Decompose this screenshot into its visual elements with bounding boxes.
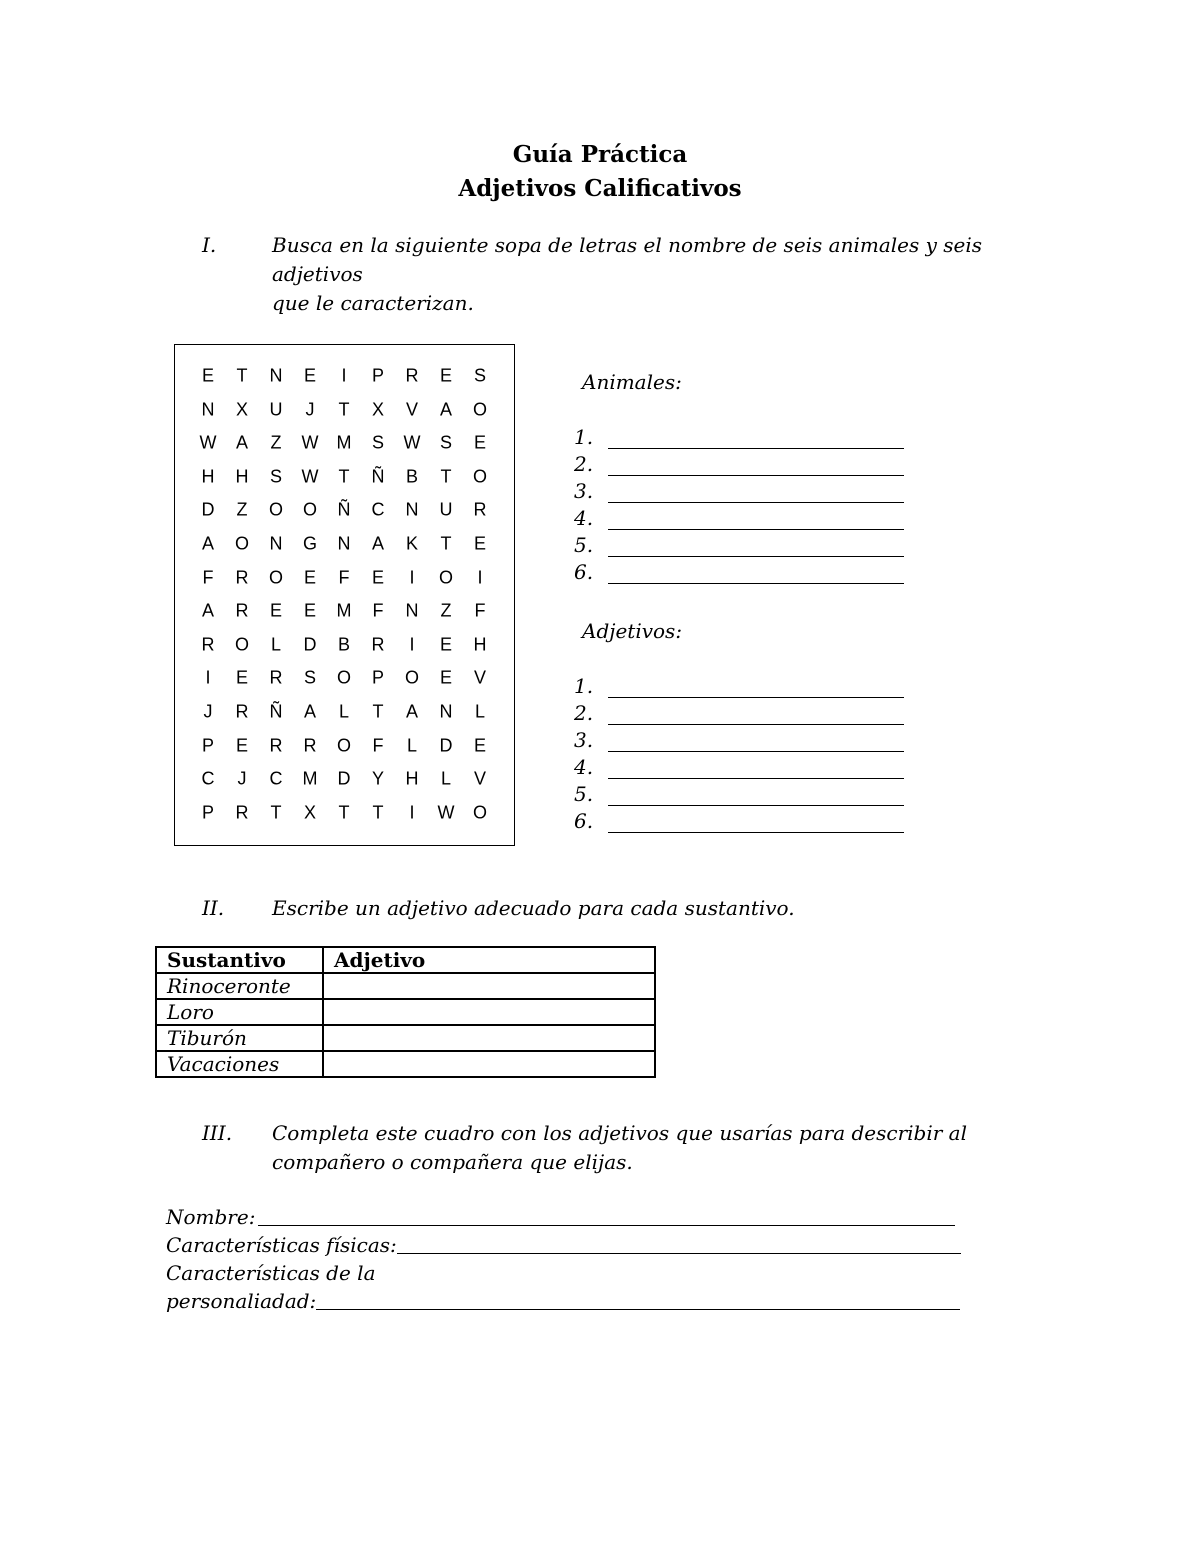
- header-sustantivo: Sustantivo: [156, 947, 323, 973]
- grid-letter[interactable]: A: [235, 432, 248, 453]
- table-row: [156, 999, 655, 1025]
- list-number: 1.: [574, 674, 594, 698]
- adjectives-answer-blank[interactable]: [608, 681, 904, 698]
- animals-blank-row: [574, 557, 904, 584]
- grid-letter[interactable]: T: [440, 466, 452, 487]
- grid-letter[interactable]: B: [337, 634, 350, 655]
- list-number: 6.: [574, 560, 594, 584]
- grid-letter[interactable]: Ñ: [371, 466, 385, 487]
- grid-letter[interactable]: R: [371, 634, 385, 655]
- adjective-answer-cell[interactable]: [323, 1025, 655, 1051]
- list-number: 2.: [574, 701, 594, 725]
- adjectives-blank-row: [574, 806, 904, 833]
- grid-letter[interactable]: T: [338, 399, 350, 420]
- grid-letter[interactable]: R: [473, 499, 487, 520]
- grid-letter[interactable]: O: [302, 499, 317, 520]
- noun-cell: Loro: [156, 999, 323, 1025]
- grid-letter[interactable]: D: [439, 735, 453, 756]
- grid-letter[interactable]: M: [336, 432, 352, 453]
- grid-letter[interactable]: E: [473, 533, 486, 554]
- adjectives-answer-blank[interactable]: [608, 816, 904, 833]
- grid-letter[interactable]: P: [201, 802, 214, 823]
- grid-letter[interactable]: P: [201, 735, 214, 756]
- adjectives-answer-blank[interactable]: [608, 735, 904, 752]
- adjective-answer-cell[interactable]: [323, 1051, 655, 1077]
- grid-letter[interactable]: J: [237, 768, 247, 789]
- grid-letter[interactable]: P: [371, 365, 384, 386]
- grid-letter[interactable]: V: [473, 768, 486, 789]
- grid-letter[interactable]: X: [303, 802, 316, 823]
- grid-letter[interactable]: E: [201, 365, 214, 386]
- grid-letter[interactable]: T: [372, 802, 384, 823]
- list-number: 3.: [574, 728, 594, 752]
- caracteristicas-fisicas-blank[interactable]: [397, 1233, 961, 1254]
- grid-letter[interactable]: L: [338, 701, 349, 722]
- section-3-instruction-line1: Completa este cuadro con los adjetivos que usarías para describir al: [272, 1121, 967, 1145]
- grid-letter[interactable]: E: [235, 667, 248, 688]
- grid-letter[interactable]: Z: [270, 432, 282, 453]
- grid-letter[interactable]: O: [472, 466, 487, 487]
- adjective-answer-cell[interactable]: [323, 999, 655, 1025]
- animals-blank-row: [574, 530, 904, 557]
- grid-letter[interactable]: R: [269, 667, 283, 688]
- animals-heading: Animales:: [582, 370, 682, 394]
- section-3-instruction: [272, 1119, 1052, 1177]
- grid-letter[interactable]: N: [201, 399, 215, 420]
- grid-letter[interactable]: O: [268, 499, 283, 520]
- adjective-answer-cell[interactable]: [323, 973, 655, 999]
- grid-letter[interactable]: R: [201, 634, 215, 655]
- adjectives-heading: Adjetivos:: [582, 619, 683, 643]
- animals-list: [574, 422, 904, 584]
- grid-letter[interactable]: H: [405, 768, 419, 789]
- list-number: 3.: [574, 479, 594, 503]
- grid-letter[interactable]: I: [409, 802, 415, 823]
- page-subtitle: Adjetivos Calificativos: [458, 175, 742, 202]
- animals-blank-row: [574, 422, 904, 449]
- grid-letter[interactable]: I: [409, 567, 415, 588]
- grid-letter[interactable]: W: [437, 802, 455, 823]
- section-2-numeral: II.: [202, 896, 225, 920]
- grid-letter[interactable]: N: [405, 499, 419, 520]
- animals-answer-blank[interactable]: [608, 567, 904, 584]
- grid-letter[interactable]: W: [301, 432, 319, 453]
- grid-letter[interactable]: A: [405, 701, 418, 722]
- nombre-label: Nombre:: [166, 1205, 256, 1229]
- grid-letter[interactable]: K: [405, 533, 418, 554]
- adjectives-answer-blank[interactable]: [608, 708, 904, 725]
- list-number: 4.: [574, 506, 594, 530]
- grid-letter[interactable]: L: [270, 634, 281, 655]
- grid-letter[interactable]: E: [235, 735, 248, 756]
- grid-letter[interactable]: S: [269, 466, 282, 487]
- table-row: [156, 1051, 655, 1077]
- adjectives-answer-blank[interactable]: [608, 789, 904, 806]
- grid-letter[interactable]: B: [405, 466, 418, 487]
- grid-letter[interactable]: O: [268, 567, 283, 588]
- grid-letter[interactable]: A: [303, 701, 316, 722]
- grid-letter[interactable]: O: [404, 667, 419, 688]
- grid-letter[interactable]: C: [269, 768, 283, 789]
- grid-letter[interactable]: J: [305, 399, 315, 420]
- grid-letter[interactable]: F: [202, 567, 214, 588]
- grid-letter[interactable]: A: [201, 600, 214, 621]
- grid-letter[interactable]: D: [337, 768, 351, 789]
- grid-letter[interactable]: W: [199, 432, 217, 453]
- personalidad-blank[interactable]: [316, 1289, 960, 1310]
- grid-letter[interactable]: M: [336, 600, 352, 621]
- grid-letter[interactable]: C: [201, 768, 215, 789]
- grid-letter[interactable]: E: [371, 567, 384, 588]
- adjectives-blank-row: [574, 698, 904, 725]
- grid-letter[interactable]: D: [303, 634, 317, 655]
- grid-letter[interactable]: T: [236, 365, 248, 386]
- section-3-instruction-line2: compañero o compañera que elijas.: [272, 1150, 633, 1174]
- grid-letter[interactable]: E: [473, 735, 486, 756]
- caracteristicas-fisicas-field: [166, 1231, 961, 1259]
- grid-letter[interactable]: N: [405, 600, 419, 621]
- personalidad-label: personaliadad:: [166, 1289, 317, 1313]
- grid-letter[interactable]: X: [371, 399, 384, 420]
- nombre-field: [166, 1203, 955, 1231]
- grid-letter[interactable]: W: [403, 432, 421, 453]
- adjectives-list: [574, 671, 904, 833]
- grid-letter[interactable]: Ñ: [337, 499, 351, 520]
- list-number: 2.: [574, 452, 594, 476]
- animals-blank-row: [574, 449, 904, 476]
- table-row: [156, 973, 655, 999]
- grid-letter[interactable]: E: [303, 600, 316, 621]
- grid-letter[interactable]: T: [372, 701, 384, 722]
- grid-letter[interactable]: E: [439, 634, 452, 655]
- grid-letter[interactable]: R: [269, 735, 283, 756]
- grid-letter[interactable]: N: [439, 701, 453, 722]
- animals-answer-blank[interactable]: [608, 540, 904, 557]
- grid-letter[interactable]: O: [472, 802, 487, 823]
- grid-letter[interactable]: I: [477, 567, 483, 588]
- grid-letter[interactable]: E: [269, 600, 282, 621]
- grid-letter[interactable]: S: [303, 667, 316, 688]
- adjectives-blank-row: [574, 752, 904, 779]
- grid-letter[interactable]: U: [439, 499, 453, 520]
- grid-letter[interactable]: I: [409, 634, 415, 655]
- noun-cell: Vacaciones: [156, 1051, 323, 1077]
- grid-letter[interactable]: I: [341, 365, 347, 386]
- grid-letter[interactable]: L: [474, 701, 485, 722]
- grid-letter[interactable]: C: [371, 499, 385, 520]
- grid-letter[interactable]: S: [371, 432, 384, 453]
- table-header-row: [156, 947, 655, 973]
- grid-letter[interactable]: F: [372, 600, 384, 621]
- section-1-instruction: [272, 231, 1072, 318]
- section-2-instruction: Escribe un adjetivo adecuado para cada sustantivo.: [272, 896, 795, 920]
- grid-letter[interactable]: J: [203, 701, 213, 722]
- adjectives-answer-blank[interactable]: [608, 762, 904, 779]
- grid-letter[interactable]: E: [439, 667, 452, 688]
- grid-letter[interactable]: R: [235, 701, 249, 722]
- grid-letter[interactable]: Ñ: [269, 701, 283, 722]
- table-row: [156, 1025, 655, 1051]
- personalidad-label-line1: Características de la: [166, 1261, 376, 1285]
- caracteristicas-fisicas-label: Características físicas:: [166, 1233, 397, 1257]
- section-1-instruction-line2: que le caracterizan.: [272, 291, 474, 315]
- grid-letter[interactable]: A: [371, 533, 384, 554]
- grid-letter[interactable]: R: [235, 600, 249, 621]
- adjectives-blank-row: [574, 671, 904, 698]
- list-number: 1.: [574, 425, 594, 449]
- grid-letter[interactable]: T: [338, 466, 350, 487]
- grid-letter[interactable]: R: [235, 567, 249, 588]
- grid-letter[interactable]: A: [439, 399, 452, 420]
- grid-letter[interactable]: T: [338, 802, 350, 823]
- grid-letter[interactable]: H: [235, 466, 249, 487]
- grid-letter[interactable]: H: [201, 466, 215, 487]
- animals-answer-blank[interactable]: [608, 513, 904, 530]
- grid-letter[interactable]: M: [302, 768, 318, 789]
- grid-letter[interactable]: O: [336, 735, 351, 756]
- grid-letter[interactable]: Z: [440, 600, 452, 621]
- grid-letter[interactable]: Z: [236, 499, 248, 520]
- grid-letter[interactable]: T: [270, 802, 282, 823]
- list-number: 4.: [574, 755, 594, 779]
- page-title: Guía Práctica: [512, 141, 688, 168]
- grid-letter[interactable]: I: [205, 667, 211, 688]
- header-adjetivo: Adjetivo: [323, 947, 655, 973]
- animals-answer-blank[interactable]: [608, 432, 904, 449]
- adjectives-blank-row: [574, 725, 904, 752]
- grid-letter[interactable]: F: [372, 735, 384, 756]
- section-1-numeral: I.: [202, 233, 217, 257]
- grid-letter[interactable]: U: [269, 399, 283, 420]
- grid-letter[interactable]: G: [302, 533, 317, 554]
- grid-letter[interactable]: F: [474, 600, 486, 621]
- personalidad-field: [166, 1287, 960, 1315]
- grid-letter[interactable]: E: [303, 365, 316, 386]
- noun-cell: Tiburón: [156, 1025, 323, 1051]
- grid-letter[interactable]: H: [473, 634, 487, 655]
- animals-blank-row: [574, 503, 904, 530]
- grid-letter[interactable]: N: [269, 533, 283, 554]
- animals-answer-blank[interactable]: [608, 486, 904, 503]
- grid-letter[interactable]: Y: [371, 768, 384, 789]
- grid-letter[interactable]: R: [235, 802, 249, 823]
- grid-letter[interactable]: O: [336, 667, 351, 688]
- grid-letter[interactable]: N: [269, 365, 283, 386]
- grid-letter[interactable]: P: [371, 667, 384, 688]
- grid-letter[interactable]: V: [405, 399, 418, 420]
- grid-letter[interactable]: T: [440, 533, 452, 554]
- grid-letter[interactable]: R: [405, 365, 419, 386]
- grid-letter[interactable]: W: [301, 466, 319, 487]
- grid-letter[interactable]: A: [201, 533, 214, 554]
- grid-letter[interactable]: X: [235, 399, 248, 420]
- list-number: 5.: [574, 782, 594, 806]
- grid-letter[interactable]: S: [473, 365, 486, 386]
- grid-letter[interactable]: E: [473, 432, 486, 453]
- noun-cell: Rinoceronte: [156, 973, 323, 999]
- grid-letter[interactable]: S: [439, 432, 452, 453]
- grid-letter[interactable]: E: [439, 365, 452, 386]
- grid-letter[interactable]: F: [338, 567, 350, 588]
- animals-blank-row: [574, 476, 904, 503]
- grid-letter[interactable]: E: [303, 567, 316, 588]
- adjectives-blank-row: [574, 779, 904, 806]
- animals-answer-blank[interactable]: [608, 459, 904, 476]
- nombre-blank[interactable]: [258, 1205, 955, 1226]
- grid-letter[interactable]: O: [234, 533, 249, 554]
- grid-letter[interactable]: L: [406, 735, 417, 756]
- grid-letter[interactable]: R: [303, 735, 317, 756]
- grid-letter[interactable]: O: [472, 399, 487, 420]
- list-number: 6.: [574, 809, 594, 833]
- grid-letter[interactable]: L: [440, 768, 451, 789]
- section-3-numeral: III.: [202, 1121, 233, 1145]
- section-1-instruction-line1: Busca en la siguiente sopa de letras el nombre de seis animales y seis adjetivos: [272, 233, 983, 286]
- grid-letter[interactable]: O: [234, 634, 249, 655]
- grid-letter[interactable]: O: [438, 567, 453, 588]
- list-number: 5.: [574, 533, 594, 557]
- noun-adjective-table: [155, 946, 656, 1078]
- grid-letter[interactable]: D: [201, 499, 215, 520]
- grid-letter[interactable]: V: [473, 667, 486, 688]
- grid-letter[interactable]: N: [337, 533, 351, 554]
- word-search-grid: [174, 344, 515, 846]
